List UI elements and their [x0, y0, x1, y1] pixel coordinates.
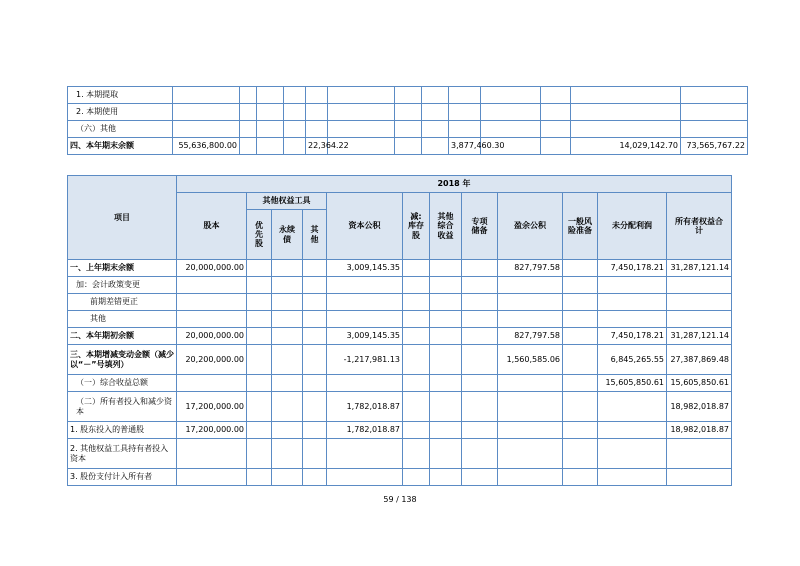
table-cell — [598, 422, 667, 439]
table-cell — [403, 345, 430, 375]
header-perpetual-bond: 永续 债 — [272, 210, 303, 260]
table-cell — [284, 138, 306, 155]
table-cell — [173, 104, 240, 121]
table-cell — [284, 121, 306, 138]
table-cell — [284, 87, 306, 104]
header-year: 2018 年 — [177, 176, 732, 193]
header-undistributed-profit: 未分配利润 — [598, 193, 667, 260]
table-row — [68, 345, 732, 375]
table-cell — [327, 439, 403, 469]
page-number: 59 / 138 — [383, 495, 417, 504]
table-cell — [481, 121, 541, 138]
table-cell — [598, 392, 667, 422]
row-label: 加：会计政策变更 — [68, 277, 177, 294]
table-cell — [598, 294, 667, 311]
table-cell — [395, 138, 422, 155]
table-cell — [462, 311, 498, 328]
table-cell — [498, 469, 563, 486]
table-cell — [173, 121, 240, 138]
table-cell — [247, 439, 272, 469]
table-cell: 6,845,265.55 — [598, 345, 667, 375]
table-cell: 3,009,145.35 — [327, 328, 403, 345]
table-row — [68, 328, 732, 345]
table-cell: 20,000,000.00 — [177, 260, 247, 277]
header-item: 项目 — [68, 176, 177, 260]
table-cell — [303, 439, 327, 469]
table-cell — [272, 311, 303, 328]
table-cell — [247, 311, 272, 328]
table-cell — [563, 439, 598, 469]
table-cell — [598, 439, 667, 469]
table-cell — [247, 328, 272, 345]
table-cell — [303, 392, 327, 422]
table-cell — [430, 328, 462, 345]
table-cell — [257, 104, 284, 121]
table-cell — [328, 121, 395, 138]
table-cell — [430, 277, 462, 294]
header-capital-reserve: 资本公积 — [327, 193, 403, 260]
table-cell — [462, 345, 498, 375]
table-cell — [541, 87, 571, 104]
row-label: （一）综合收益总额 — [68, 375, 177, 392]
table-cell — [272, 392, 303, 422]
table-cell — [598, 277, 667, 294]
table-cell — [498, 311, 563, 328]
table-cell — [403, 392, 430, 422]
table-cell — [328, 104, 395, 121]
table-cell — [449, 121, 481, 138]
table-cell: 17,200,000.00 — [177, 392, 247, 422]
table-cell — [430, 392, 462, 422]
table-cell — [422, 138, 449, 155]
table-cell — [303, 260, 327, 277]
table-cell — [430, 375, 462, 392]
table-cell — [272, 294, 303, 311]
table-cell — [240, 138, 257, 155]
table-cell — [430, 422, 462, 439]
table-cell — [395, 121, 422, 138]
table-cell — [462, 469, 498, 486]
header-total-equity: 所有者权益合 计 — [667, 193, 732, 260]
table-cell — [681, 104, 748, 121]
table-cell — [327, 469, 403, 486]
table-cell — [571, 104, 681, 121]
table-cell: 18,982,018.87 — [667, 392, 732, 422]
table-cell — [247, 422, 272, 439]
table-cell — [481, 87, 541, 104]
table-cell — [303, 294, 327, 311]
table-cell — [247, 375, 272, 392]
table-cell: 827,797.58 — [498, 260, 563, 277]
table-row — [68, 121, 748, 138]
table-cell — [563, 311, 598, 328]
table-cell — [247, 469, 272, 486]
table-cell — [177, 277, 247, 294]
table-cell — [272, 422, 303, 439]
table-cell — [272, 260, 303, 277]
table-cell — [681, 121, 748, 138]
table-cell — [240, 87, 257, 104]
table-cell — [563, 392, 598, 422]
table-cell — [395, 87, 422, 104]
table-cell — [498, 277, 563, 294]
header-surplus-reserve: 盈余公积 — [498, 193, 563, 260]
table-cell — [430, 345, 462, 375]
table-cell — [303, 328, 327, 345]
table-cell: -1,217,981.13 — [327, 345, 403, 375]
table-cell — [422, 104, 449, 121]
table-cell: 27,387,869.48 — [667, 345, 732, 375]
table-cell: 3,877,460.30 — [449, 138, 481, 155]
table-cell — [667, 294, 732, 311]
table-cell: 17,200,000.00 — [177, 422, 247, 439]
table-cell — [498, 439, 563, 469]
table-cell — [563, 345, 598, 375]
table-cell — [303, 375, 327, 392]
table-row — [68, 104, 748, 121]
table-row — [68, 260, 732, 277]
table-cell — [177, 294, 247, 311]
table-cell — [498, 422, 563, 439]
table-cell — [303, 345, 327, 375]
table-cell — [430, 439, 462, 469]
table-row — [68, 138, 748, 155]
table-cell — [667, 277, 732, 294]
header-other-equity-tools: 其他权益工具 — [247, 193, 327, 210]
row-label: （二）所有者投入和减少资本 — [68, 392, 177, 422]
table-cell — [403, 375, 430, 392]
table-cell — [272, 469, 303, 486]
table-cell — [327, 277, 403, 294]
table-cell — [272, 439, 303, 469]
table-row — [68, 311, 732, 328]
table-cell — [327, 375, 403, 392]
table-cell: 20,000,000.00 — [177, 328, 247, 345]
table-cell: 18,982,018.87 — [667, 422, 732, 439]
table-cell — [328, 87, 395, 104]
table-cell — [303, 311, 327, 328]
table-cell — [403, 294, 430, 311]
table-cell — [541, 121, 571, 138]
table-cell — [247, 277, 272, 294]
table-cell: 31,287,121.14 — [667, 260, 732, 277]
table-cell — [247, 294, 272, 311]
table-cell — [284, 104, 306, 121]
table-cell: 20,200,000.00 — [177, 345, 247, 375]
table-cell — [272, 328, 303, 345]
table-cell — [303, 277, 327, 294]
table-cell: 7,450,178.21 — [598, 260, 667, 277]
header-general-risk-reserve: 一般风 险准备 — [563, 193, 598, 260]
table-cell — [563, 469, 598, 486]
table-cell — [571, 87, 681, 104]
table-cell: 14,029,142.70 — [571, 138, 681, 155]
table-cell — [498, 294, 563, 311]
table-cell — [462, 277, 498, 294]
table-cell — [306, 104, 328, 121]
table-cell — [257, 121, 284, 138]
table-cell — [598, 469, 667, 486]
table-cell — [667, 311, 732, 328]
table-cell — [173, 87, 240, 104]
table-row — [68, 439, 732, 469]
table-cell — [681, 87, 748, 104]
table-cell — [563, 260, 598, 277]
table-cell — [571, 121, 681, 138]
table-cell — [403, 422, 430, 439]
table-cell — [272, 375, 303, 392]
table-cell — [462, 260, 498, 277]
table-cell — [177, 439, 247, 469]
table-cell — [498, 392, 563, 422]
table-cell — [303, 469, 327, 486]
table-cell — [247, 392, 272, 422]
table-cell: 55,636,800.00 — [173, 138, 240, 155]
table-cell — [481, 104, 541, 121]
table-cell — [403, 469, 430, 486]
table-cell — [395, 104, 422, 121]
row-label: 2. 其他权益工具持有者投入资本 — [68, 439, 177, 469]
equity-table-2018 — [67, 175, 732, 486]
table-cell — [403, 439, 430, 469]
table-cell — [430, 469, 462, 486]
table-cell — [422, 121, 449, 138]
header-special-reserve: 专项 储备 — [462, 193, 498, 260]
header-share-capital: 股本 — [177, 193, 247, 260]
table-cell — [563, 422, 598, 439]
table-cell: 7,450,178.21 — [598, 328, 667, 345]
table-cell — [563, 294, 598, 311]
table-cell — [498, 375, 563, 392]
table-row — [68, 392, 732, 422]
table-cell — [247, 345, 272, 375]
table-cell — [303, 422, 327, 439]
row-label: 3. 股份支付计入所有者 — [68, 469, 177, 486]
table-cell — [667, 439, 732, 469]
table-cell — [240, 104, 257, 121]
table-cell — [327, 294, 403, 311]
table-cell — [541, 138, 571, 155]
table-cell — [177, 469, 247, 486]
table-cell — [462, 294, 498, 311]
table-cell — [272, 277, 303, 294]
row-label: 1. 股东投入的普通股 — [68, 422, 177, 439]
row-label: 四、本年期末余额 — [68, 138, 173, 155]
table-cell — [403, 311, 430, 328]
row-label: 前期差错更正 — [68, 294, 177, 311]
table-cell — [462, 422, 498, 439]
row-label: 二、本年期初余额 — [68, 328, 177, 345]
table-cell — [272, 345, 303, 375]
table-cell — [541, 104, 571, 121]
table-cell — [306, 121, 328, 138]
table-cell — [306, 87, 328, 104]
table-cell — [462, 439, 498, 469]
table-cell — [403, 328, 430, 345]
table-cell: 1,560,585.06 — [498, 345, 563, 375]
table-cell — [257, 138, 284, 155]
table-cell: 22,364.22 — [306, 138, 328, 155]
table-cell: 3,009,145.35 — [327, 260, 403, 277]
table-cell — [247, 260, 272, 277]
table-cell — [667, 469, 732, 486]
row-label: （六）其他 — [68, 121, 173, 138]
table-cell — [403, 277, 430, 294]
table-row — [68, 294, 732, 311]
table-cell — [177, 375, 247, 392]
table-row — [68, 422, 732, 439]
table-cell — [462, 328, 498, 345]
table-cell — [449, 87, 481, 104]
table-cell — [422, 87, 449, 104]
table-cell — [403, 260, 430, 277]
header-row-year — [68, 176, 732, 193]
table-cell: 31,287,121.14 — [667, 328, 732, 345]
table-cell — [327, 311, 403, 328]
row-label: 三、本期增减变动金额（减少以“－”号填列） — [68, 345, 177, 375]
header-other: 其 他 — [303, 210, 327, 260]
table-row — [68, 277, 732, 294]
table-cell — [177, 311, 247, 328]
row-label: 其他 — [68, 311, 177, 328]
table-cell — [563, 328, 598, 345]
table-row — [68, 87, 748, 104]
table-cell — [598, 311, 667, 328]
table-cell: 73,565,767.22 — [681, 138, 748, 155]
table-cell — [430, 294, 462, 311]
table-cell — [430, 311, 462, 328]
table-cell — [563, 375, 598, 392]
table-cell — [563, 277, 598, 294]
table-cell: 1,782,018.87 — [327, 422, 403, 439]
table-cell: 1,782,018.87 — [327, 392, 403, 422]
table-cell: 15,605,850.61 — [667, 375, 732, 392]
table-row — [68, 469, 732, 486]
table-cell — [462, 392, 498, 422]
table-row — [68, 375, 732, 392]
row-label: 一、上年期末余额 — [68, 260, 177, 277]
table-cell — [257, 87, 284, 104]
table-cell: 15,605,850.61 — [598, 375, 667, 392]
equity-table-top — [67, 86, 748, 155]
table-cell — [240, 121, 257, 138]
header-other-comprehensive-income: 其他 综合 收益 — [430, 193, 462, 260]
table-cell — [430, 260, 462, 277]
row-label: 2. 本期使用 — [68, 104, 173, 121]
header-treasury-stock: 减: 库存 股 — [403, 193, 430, 260]
header-preferred-stock: 优 先 股 — [247, 210, 272, 260]
row-label: 1. 本期提取 — [68, 87, 173, 104]
table-cell: 827,797.58 — [498, 328, 563, 345]
table-cell — [449, 104, 481, 121]
table-cell — [462, 375, 498, 392]
